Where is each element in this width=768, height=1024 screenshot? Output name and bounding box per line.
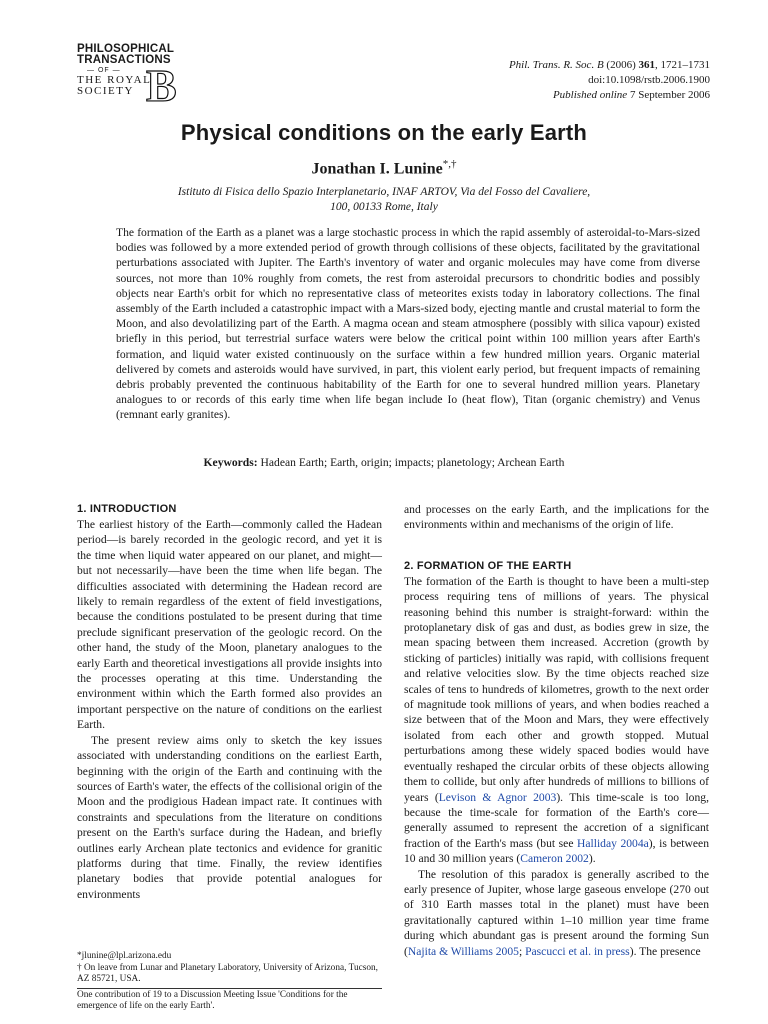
paper-title: Physical conditions on the early Earth bbox=[180, 120, 588, 145]
citation-link-cameron[interactable]: Cameron 2002 bbox=[520, 852, 589, 866]
abstract: The formation of the Earth as a planet was a large stochastic process in which the rapid assembly of asteroidal-to-Mars-sized bodies was followed by a more extended period of growth through collisions of these objects, facilitated by the gravitational perturbations associated with Jupiter. The Earth's inventory of water and organic molecules may have come from diverse sources, not more than 10% roughly from comets, the rest from asteroidal precursors to chondritic bodies and possibly objects near Earth's orbit for which no representative class of meteorites exists today in laboratory collections. The final assembly of the Earth included a catastrophic impact with a Mars-sized body, ejecting mantle and crustal material to form the Moon, and also devolatilizing part of the Earth. A magma ocean and steam atmosphere (possibly with silica vapour) existed briefly in this period, but terrestrial surface waters were below the critical point within 100 million years after Earth's formation, and liquid water existed continuously on the surface within a few hundred million years. Organic material delivered by comets and asteroids would have survived, in part, this violent early period, but frequent impacts of remaining debris probably prevented the continuous habitability of the Earth for one to several hundred million years. Planetary analogues to or records of this early time when life began include Io (heat flow), Titan (organic chemistry) and Venus (remnant early granites). bbox=[116, 226, 700, 422]
citation-line: Phil. Trans. R. Soc. B (2006) 361, 1721–1731 bbox=[508, 59, 710, 71]
section-heading-introduction: 1. INTRODUCTION bbox=[77, 503, 177, 515]
citation-link-levison[interactable]: Levison & Agnor 2003 bbox=[438, 790, 557, 804]
journal-citation bbox=[509, 58, 710, 103]
citation-link-pascucci[interactable]: Pascucci et al. in press bbox=[525, 944, 630, 958]
logo-of: — OF — bbox=[87, 67, 121, 74]
journal-logo bbox=[77, 43, 187, 111]
keywords: Keywords: Hadean Earth; Earth, origin; impacts; planetology; Archean Earth bbox=[203, 456, 565, 469]
intro-paragraph-1: The earliest history of the Earth—commonly called the Hadean period—is barely recorded in the geologic record, and yet it is the time when liquid water appeared on our planet, and might—but not necessarily—have been the time when life began. The difficulties associated with determining the Hadean record are likely to remain regardless of the extent of field investigations, because the conditions postulated to be present during that time preclude significant preservation of the geologic record. On the other hand, the study of the Moon, planetary analogues to the early Earth and theoretical investigations all provide insights into the processes operating at this time. Understanding the environment within which the Earth formed also provides an important perspective on the nature of conditions on the earliest Earth. bbox=[77, 518, 382, 732]
footnote-contribution: One contribution of 19 to a Discussion Meeting Issue 'Conditions for the emergence of life on the early Earth'. bbox=[77, 988, 382, 1013]
intro-paragraph-2: The present review aims only to sketch the key issues associated with understanding conditions on the earliest Earth, beginning with the origin of the Earth and continuing with the sources of Earth's water, the effects of the collisional origin of the Moon and the prodigious Hadean impact rate. It continues with constraints and speculations from the literature on conditions present on the Earth's surface during the Hadean, and briefly outlines early Archean plate tectonics and evidence for granitic platforms during that time. Finally, the review identifies planetary bodies that provide potential analogues for environments bbox=[77, 733, 382, 901]
right-column bbox=[404, 502, 709, 959]
logo-b-mark: B bbox=[146, 60, 177, 111]
affiliation: Istituto di Fisica dello Spazio Interplanetario, INAF ARTOV, Via del Fosso del Cavaliere, 100, 00133 Rome, Italy bbox=[177, 186, 591, 213]
footnotes bbox=[77, 951, 382, 1013]
formation-paragraph-2: The resolution of this paradox is generally ascribed to the early presence of Jupiter, whose large gaseous envelope (270 out of 310 Earth masses total in the planet) must have been gravitationally captured within 1–10 million year time frame during which abundant gas is present around the forming Sun (Najita & Williams 2005; Pascucci et al. in press). The presence bbox=[404, 867, 709, 958]
section-heading-formation: 2. FORMATION OF THE EARTH bbox=[404, 559, 572, 572]
citation-link-halliday[interactable]: Halliday 2004a bbox=[577, 836, 649, 850]
left-column bbox=[77, 502, 382, 902]
logo-line-3: THE ROYAL bbox=[77, 74, 152, 86]
intro-paragraph-2-continued: and processes on the early Earth, and the implications for the environments within and mechanisms of the origin of life. bbox=[404, 503, 709, 532]
author: Jonathan I. Lunine*,† bbox=[311, 158, 457, 178]
logo-line-2: TRANSACTIONS bbox=[77, 54, 171, 66]
footnote-email[interactable]: *jlunine@lpl.arizona.edu bbox=[77, 951, 172, 961]
formation-paragraph-1: The formation of the Earth is thought to have been a multi-step process requiring tens of millions of years. The physical reasoning behind this number is straight-forward: within the protoplanetary disk of gas and dust, as bodies grew in size, the mean spacing between them increased. Accretion (growth by sticking of particles) initially was rapid, with collisions frequent and relative velocities slow. By the time objects reached size scales of tens to hundreds of kilometres, growth to the next order of magnitude took millions of years, and when bodies reached a size between that of the Moon and Mars, they were effectively isolated from each other and growth stopped. Mutual perturbations among these widely spaced bodies would have eventually reshaped the circular orbits of these objects allowing them to collide, but only after hundreds of millions to billions of years (Levison & Agnor 2003). This time-scale is too long, because the time-scale for formation of the Earth's core—generally assumed to represent the accretion of a significant fraction of the Earth's mass (but see Halliday 2004a), is between 10 and 30 million years (Cameron 2002). bbox=[404, 574, 709, 866]
footnote-leave: † On leave from Lunar and Planetary Laboratory, University of Arizona, Tucson, AZ 85721, USA. bbox=[77, 962, 378, 984]
doi[interactable]: doi:10.1098/rstb.2006.1900 bbox=[588, 74, 710, 86]
logo-line-1: PHILOSOPHICAL bbox=[77, 43, 175, 55]
published-line: Published online 7 September 2006 bbox=[552, 89, 710, 101]
logo-line-4: SOCIETY bbox=[77, 85, 134, 97]
citation-link-najita[interactable]: Najita & Williams 2005 bbox=[407, 944, 519, 958]
